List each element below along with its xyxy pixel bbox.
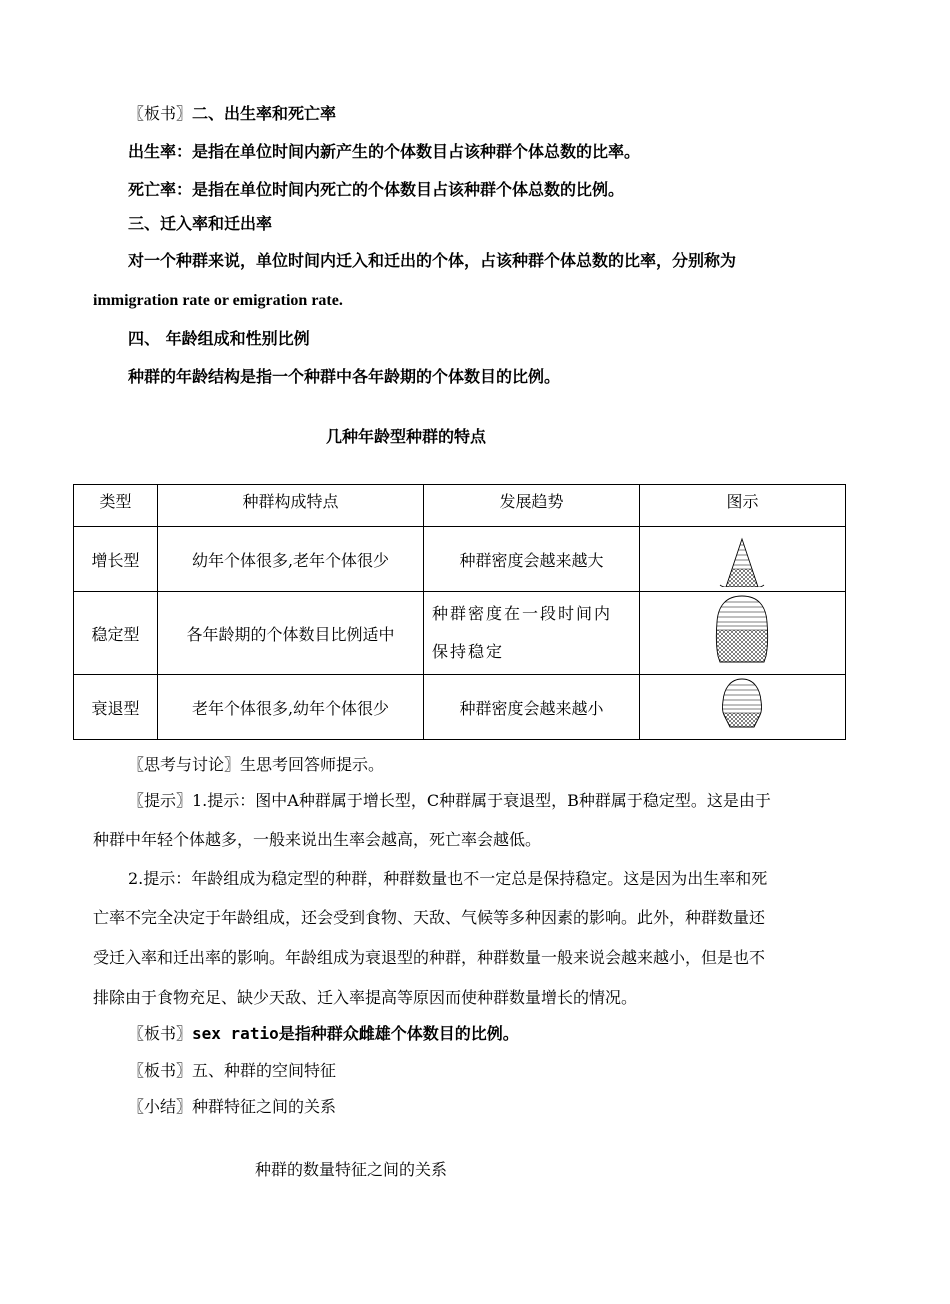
diagram-caption: 种群的数量特征之间的关系 xyxy=(255,1160,448,1179)
section-heading-age-sex: 四、 年龄组成和性别比例 xyxy=(128,329,310,348)
header-diagram: 图示 xyxy=(640,485,846,527)
birth-rate-definition: 出生率：是指在单位时间内新产生的个体数目占该种群个体总数的比率。 xyxy=(128,142,641,161)
cell-composition: 各年龄期的个体数目比例适中 xyxy=(158,592,424,675)
summary-note: 〖小结〗种群特征之间的关系 xyxy=(128,1097,337,1116)
board-note-tag: 〖板书〗 xyxy=(128,1024,193,1043)
decline-urn-diagram xyxy=(640,675,845,735)
migration-definition: 对一个种群来说，单位时间内迁入和迁出的个体，占该种群个体总数的比率，分别称为 xyxy=(128,251,737,270)
board-note-birth-death xyxy=(128,104,336,124)
cell-trend: 种群密度会越来越大 xyxy=(424,527,640,592)
age-structure-definition: 种群的年龄结构是指一个种群中各年龄期的个体数目的比例。 xyxy=(128,367,561,386)
table-row-stable xyxy=(74,592,846,675)
death-rate-definition: 死亡率：是指在单位时间内死亡的个体数目占该种群个体总数的比例。 xyxy=(128,180,625,199)
hint-1-line1: 〖提示〗1.提示：图中A种群属于增长型，C种群属于衰退型，B种群属于稳定型。这是由于 xyxy=(128,791,771,810)
sex-ratio-term: sex ratio xyxy=(192,1024,279,1043)
board-note-tag: 〖板书〗 xyxy=(128,104,193,123)
hint-2-line3: 受迁入率和迁出率的影响。年龄组成为衰退型的种群，种群数量一般来说会越来越小，但是也不 xyxy=(93,948,766,967)
age-type-table xyxy=(73,484,846,740)
board-note-spatial: 〖板书〗五、种群的空间特征 xyxy=(128,1061,337,1080)
discussion-prompt: 〖思考与讨论〗生思考回答师提示。 xyxy=(128,755,385,774)
cell-diagram xyxy=(640,675,846,740)
sex-ratio-definition: 是指种群众雌雄个体数目的比例。 xyxy=(278,1024,519,1043)
cell-type: 增长型 xyxy=(74,527,158,592)
hint-1-line2: 种群中年轻个体越多，一般来说出生率会越高，死亡率会越低。 xyxy=(93,830,542,849)
table-header-row xyxy=(74,485,846,527)
cell-trend-line1: 种群密度在一段时间内 xyxy=(432,604,613,623)
hint-2-line2: 亡率不完全决定于年龄组成，还会受到食物、天敌、气候等多种因素的影响。此外，种群数量还 xyxy=(93,908,766,927)
section-heading-birth-death: 二、出生率和死亡率 xyxy=(192,104,337,123)
table-row-growth xyxy=(74,527,846,592)
table-title: 几种年龄型种群的特点 xyxy=(326,427,487,446)
table-row-decline xyxy=(74,675,846,740)
section-heading-migration: 三、迁入率和迁出率 xyxy=(128,214,273,233)
cell-composition: 幼年个体很多,老年个体很少 xyxy=(158,527,424,592)
cell-trend-line2: 保持稳定 xyxy=(432,642,505,661)
cell-trend: 种群密度会越来越小 xyxy=(424,675,640,740)
migration-english-terms: immigration rate or emigration rate. xyxy=(93,292,343,309)
header-type: 类型 xyxy=(74,485,158,527)
stable-bell-diagram xyxy=(640,592,845,670)
growth-pyramid-diagram xyxy=(640,527,845,587)
cell-trend xyxy=(424,592,640,675)
cell-type: 稳定型 xyxy=(74,592,158,675)
cell-type: 衰退型 xyxy=(74,675,158,740)
cell-composition: 老年个体很多,幼年个体很少 xyxy=(158,675,424,740)
cell-diagram xyxy=(640,592,846,675)
header-trend: 发展趋势 xyxy=(424,485,640,527)
header-composition: 种群构成特点 xyxy=(158,485,424,527)
board-note-sex-ratio xyxy=(128,1024,519,1044)
hint-2-line4: 排除由于食物充足、缺少天敌、迁入率提高等原因而使种群数量增长的情况。 xyxy=(93,988,638,1007)
cell-diagram xyxy=(640,527,846,592)
hint-2-line1: 2.提示：年龄组成为稳定型的种群，种群数量也不一定总是保持稳定。这是因为出生率和死 xyxy=(128,869,768,888)
